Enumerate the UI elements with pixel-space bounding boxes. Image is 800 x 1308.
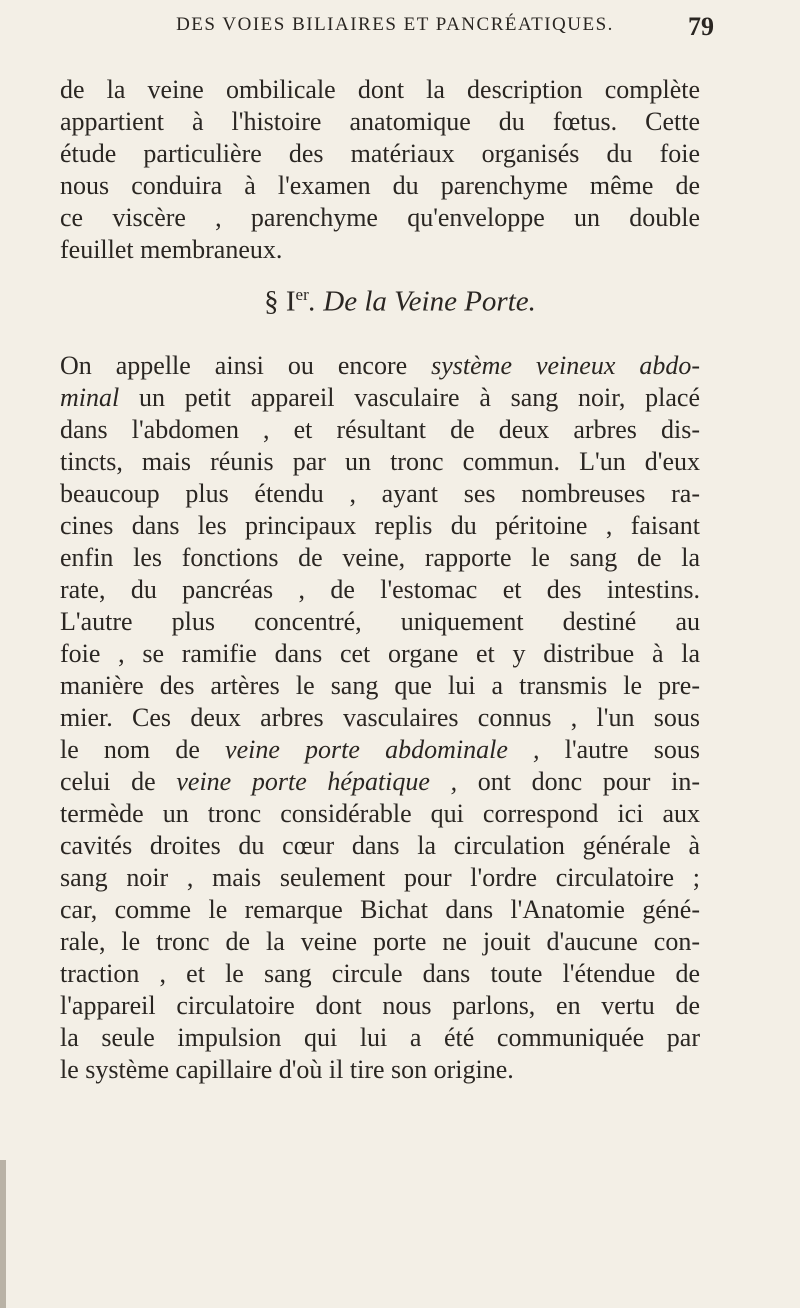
text-line: tincts, mais réunis par un tronc commun. L'un d'eux bbox=[60, 447, 700, 476]
text-line: cines dans les principaux replis du péritoine , faisant bbox=[60, 511, 700, 540]
text-line: le système capillaire d'où il tire son origine. bbox=[60, 1055, 514, 1084]
text-run: un petit appareil vasculaire à sang noir, placé bbox=[119, 383, 700, 412]
text-line: manière des artères le sang que lui a transmis le pre- bbox=[60, 671, 700, 700]
section-symbol: § bbox=[264, 285, 279, 318]
text-line bbox=[60, 766, 700, 798]
text-run: ont donc pour in- bbox=[457, 767, 700, 796]
text-line: enfin les fonctions de veine, rapporte le sang de la bbox=[60, 543, 700, 572]
text-line: traction , et le sang circule dans toute l'étendue de bbox=[60, 959, 700, 988]
page-number: 79 bbox=[688, 12, 714, 41]
text-line: feuillet membraneux. bbox=[60, 235, 283, 264]
text-line: ce viscère , parenchyme qu'enveloppe un double bbox=[60, 203, 700, 232]
text-line: dans l'abdomen , et résultant de deux arbres dis- bbox=[60, 415, 700, 444]
text-line bbox=[60, 382, 700, 414]
text-line: rate, du pancréas , de l'estomac et des intestins. bbox=[60, 575, 700, 604]
text-run: celui de bbox=[60, 767, 177, 796]
text-line bbox=[60, 734, 700, 766]
running-title: DES VOIES BILIAIRES ET PANCRÉATIQUES. bbox=[176, 14, 614, 35]
italic-term: minal bbox=[60, 383, 120, 412]
text-line: L'autre plus concentré, uniquement destiné au bbox=[60, 607, 700, 636]
text-line: appartient à l'histoire anatomique du fœtus. Cette bbox=[60, 107, 700, 136]
section-heading bbox=[0, 285, 800, 319]
text-line: de la veine ombilicale dont la description complète bbox=[60, 75, 700, 104]
text-line: rale, le tronc de la veine porte ne jouit d'aucune con- bbox=[60, 927, 700, 956]
text-line: la seule impulsion qui lui a été communiquée par bbox=[60, 1023, 700, 1052]
text-line: car, comme le remarque Bichat dans l'Anatomie géné- bbox=[60, 895, 700, 924]
text-line: sang noir , mais seulement pour l'ordre circulatoire ; bbox=[60, 863, 700, 892]
section-title: . De la Veine Porte. bbox=[308, 285, 536, 318]
italic-term: système veineux abdo- bbox=[431, 351, 700, 380]
binding-edge bbox=[0, 1160, 6, 1308]
text-run: le nom de bbox=[60, 735, 226, 764]
text-line: termède un tronc considérable qui correspond ici aux bbox=[60, 799, 700, 828]
text-line: beaucoup plus étendu , ayant ses nombreuses ra- bbox=[60, 479, 700, 508]
section-number: I bbox=[285, 285, 296, 318]
text-line: nous conduira à l'examen du parenchyme même de bbox=[60, 171, 700, 200]
text-line: mier. Ces deux arbres vasculaires connus , l'un sous bbox=[60, 703, 700, 732]
italic-term: veine porte abdominale , bbox=[225, 735, 540, 764]
text-line: foie , se ramifie dans cet organe et y distribue à la bbox=[60, 639, 700, 668]
text-line: l'appareil circulatoire dont nous parlons, en vertu de bbox=[60, 991, 700, 1020]
text-run: l'autre sous bbox=[539, 735, 700, 764]
section-number-sup: er bbox=[295, 285, 309, 304]
text-line: étude particulière des matériaux organisés du foie bbox=[60, 139, 700, 168]
text-run: On appelle ainsi ou encore bbox=[60, 351, 432, 380]
italic-term: veine porte hépatique , bbox=[176, 767, 458, 796]
text-line: cavités droites du cœur dans la circulation générale à bbox=[60, 831, 700, 860]
text-line bbox=[60, 350, 700, 382]
